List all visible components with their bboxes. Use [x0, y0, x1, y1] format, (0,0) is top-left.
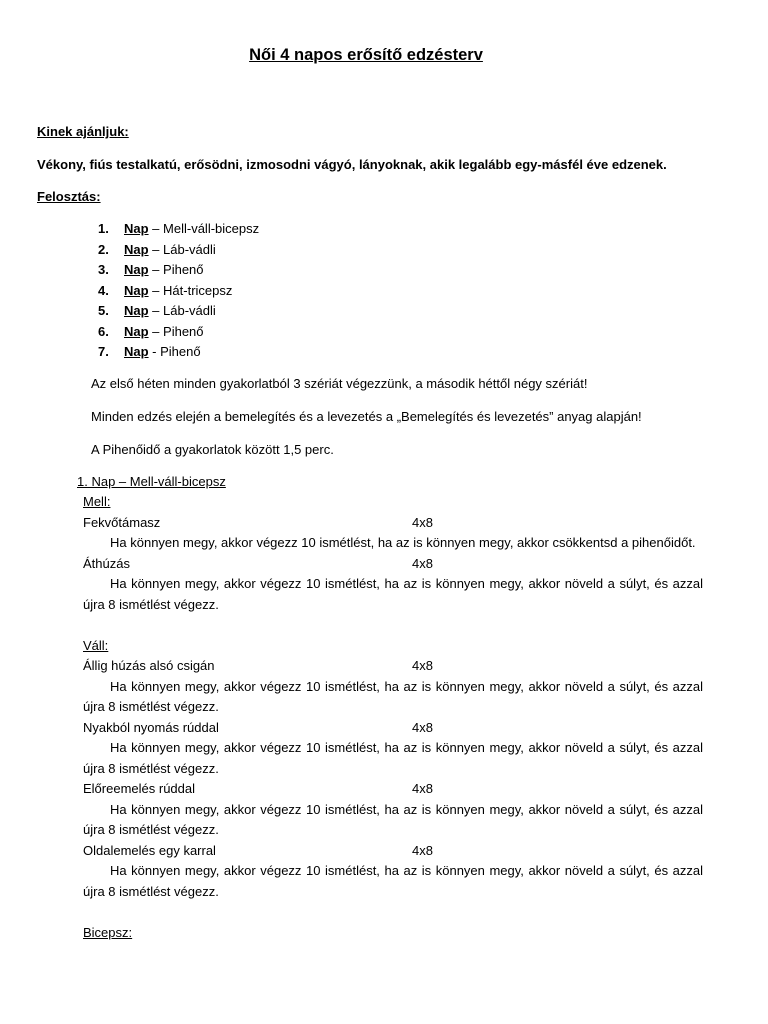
exercise-name: Oldalemelés egy karral: [83, 842, 216, 858]
day-1-heading: 1. Nap – Mell-váll-bicepsz: [77, 474, 226, 489]
day-word: Nap: [124, 282, 149, 298]
note-rest: A Pihenőidő a gyakorlatok között 1,5 perc.: [91, 442, 334, 457]
day-description: Hát-tricepsz: [163, 282, 233, 298]
day-separator: -: [148, 344, 161, 359]
list-item: [98, 260, 259, 281]
exercise-description: Ha könnyen megy, akkor végezz 10 ismétlést, ha az is könnyen megy, akkor növeld a súlyt, és azzal újra 8 ismétlést végezz.: [83, 678, 703, 714]
exercise-reps: 4x8: [412, 781, 433, 796]
list-item: [98, 219, 259, 240]
day-word: Nap: [124, 241, 149, 257]
day-separator: –: [148, 221, 164, 236]
exercise-description: Ha könnyen megy, akkor végezz 10 ismétlést, ha az is könnyen megy, akkor növeld a súlyt, és azzal újra 8 ismétlést végezz.: [83, 740, 703, 776]
page-title: Női 4 napos erősítő edzésterv: [249, 46, 483, 64]
exercise-list: [83, 492, 703, 943]
day-number: 1.: [98, 221, 109, 236]
list-item: [98, 342, 259, 363]
group-heading-vall: Váll:: [83, 637, 109, 653]
exercise-description: Ha könnyen megy, akkor végezz 10 ismétlést, ha az is könnyen megy, akkor növeld a súlyt, és azzal újra 8 ismétlést végezz.: [83, 801, 703, 837]
day-separator: –: [148, 241, 164, 257]
day-word: Nap: [124, 221, 149, 236]
exercise-reps: 4x8: [412, 514, 433, 530]
day-description: Mell-váll-bicepsz: [163, 221, 260, 236]
day-number: 6.: [98, 323, 109, 339]
exercise-row: [83, 656, 703, 677]
day-number: 3.: [98, 262, 109, 277]
day-word: Nap: [124, 323, 149, 339]
group-heading-mell: Mell:: [83, 494, 111, 509]
day-description: Pihenő: [163, 323, 204, 339]
spacer: [83, 615, 703, 636]
exercise-reps: 4x8: [412, 842, 433, 858]
exercise-name: Nyakból nyomás rúddal: [83, 719, 219, 735]
day-word: Nap: [124, 303, 149, 318]
list-item: [98, 322, 259, 343]
day-description: Pihenő: [160, 344, 201, 359]
day-number: 4.: [98, 282, 109, 298]
day-description: Láb-vádli: [163, 241, 216, 257]
day-number: 7.: [98, 344, 109, 359]
day-separator: –: [148, 323, 164, 339]
group-heading-bicepsz: Bicepsz:: [83, 924, 133, 940]
list-item: [98, 240, 259, 261]
exercise-description: Ha könnyen megy, akkor végezz 10 ismétlést, ha az is könnyen megy, akkor növeld a súlyt, és azzal újra 8 ismétlést végezz.: [83, 863, 703, 899]
day-description: Láb-vádli: [163, 303, 216, 318]
spacer: [83, 902, 703, 923]
exercise-description: Ha könnyen megy, akkor végezz 10 ismétlést, ha az is könnyen megy, akkor csökkentsd a pihenőidőt.: [110, 535, 696, 550]
audience-label: Kinek ajánljuk:: [37, 124, 129, 139]
exercise-reps: 4x8: [412, 555, 433, 571]
exercise-row: [83, 841, 703, 862]
exercise-reps: 4x8: [412, 719, 433, 735]
list-item: [98, 281, 259, 302]
day-separator: –: [148, 262, 164, 277]
day-split-list: [98, 219, 259, 363]
note-series: Az első héten minden gyakorlatból 3 szériát végezzünk, a második héttől négy szériát!: [91, 376, 588, 391]
day-separator: –: [148, 303, 164, 318]
exercise-name: Állig húzás alsó csigán: [83, 658, 215, 673]
day-separator: –: [148, 282, 164, 298]
audience-text: Vékony, fiús testalkatú, erősödni, izmosodni vágyó, lányoknak, akik legalább egy-másfél éve edzenek.: [37, 157, 667, 172]
exercise-name: Előreemelés rúddal: [83, 781, 196, 796]
day-word: Nap: [124, 262, 149, 277]
exercise-reps: 4x8: [412, 658, 433, 673]
exercise-name: Fekvőtámasz: [83, 514, 161, 530]
day-number: 2.: [98, 241, 109, 257]
list-item: [98, 301, 259, 322]
exercise-row: [83, 513, 703, 534]
note-warmup: Minden edzés elején a bemelegítés és a levezetés a „Bemelegítés és levezetés” anyag alapján!: [91, 409, 642, 424]
exercise-row: [83, 779, 703, 800]
day-word: Nap: [124, 344, 149, 359]
day-description: Pihenő: [163, 262, 204, 277]
exercise-row: [83, 554, 703, 575]
exercise-row: [83, 718, 703, 739]
exercise-description: Ha könnyen megy, akkor végezz 10 ismétlést, ha az is könnyen megy, akkor növeld a súlyt, és azzal újra 8 ismétlést végezz.: [83, 576, 703, 612]
split-label: Felosztás:: [37, 189, 101, 204]
exercise-name: Áthúzás: [83, 555, 130, 571]
day-number: 5.: [98, 303, 109, 318]
